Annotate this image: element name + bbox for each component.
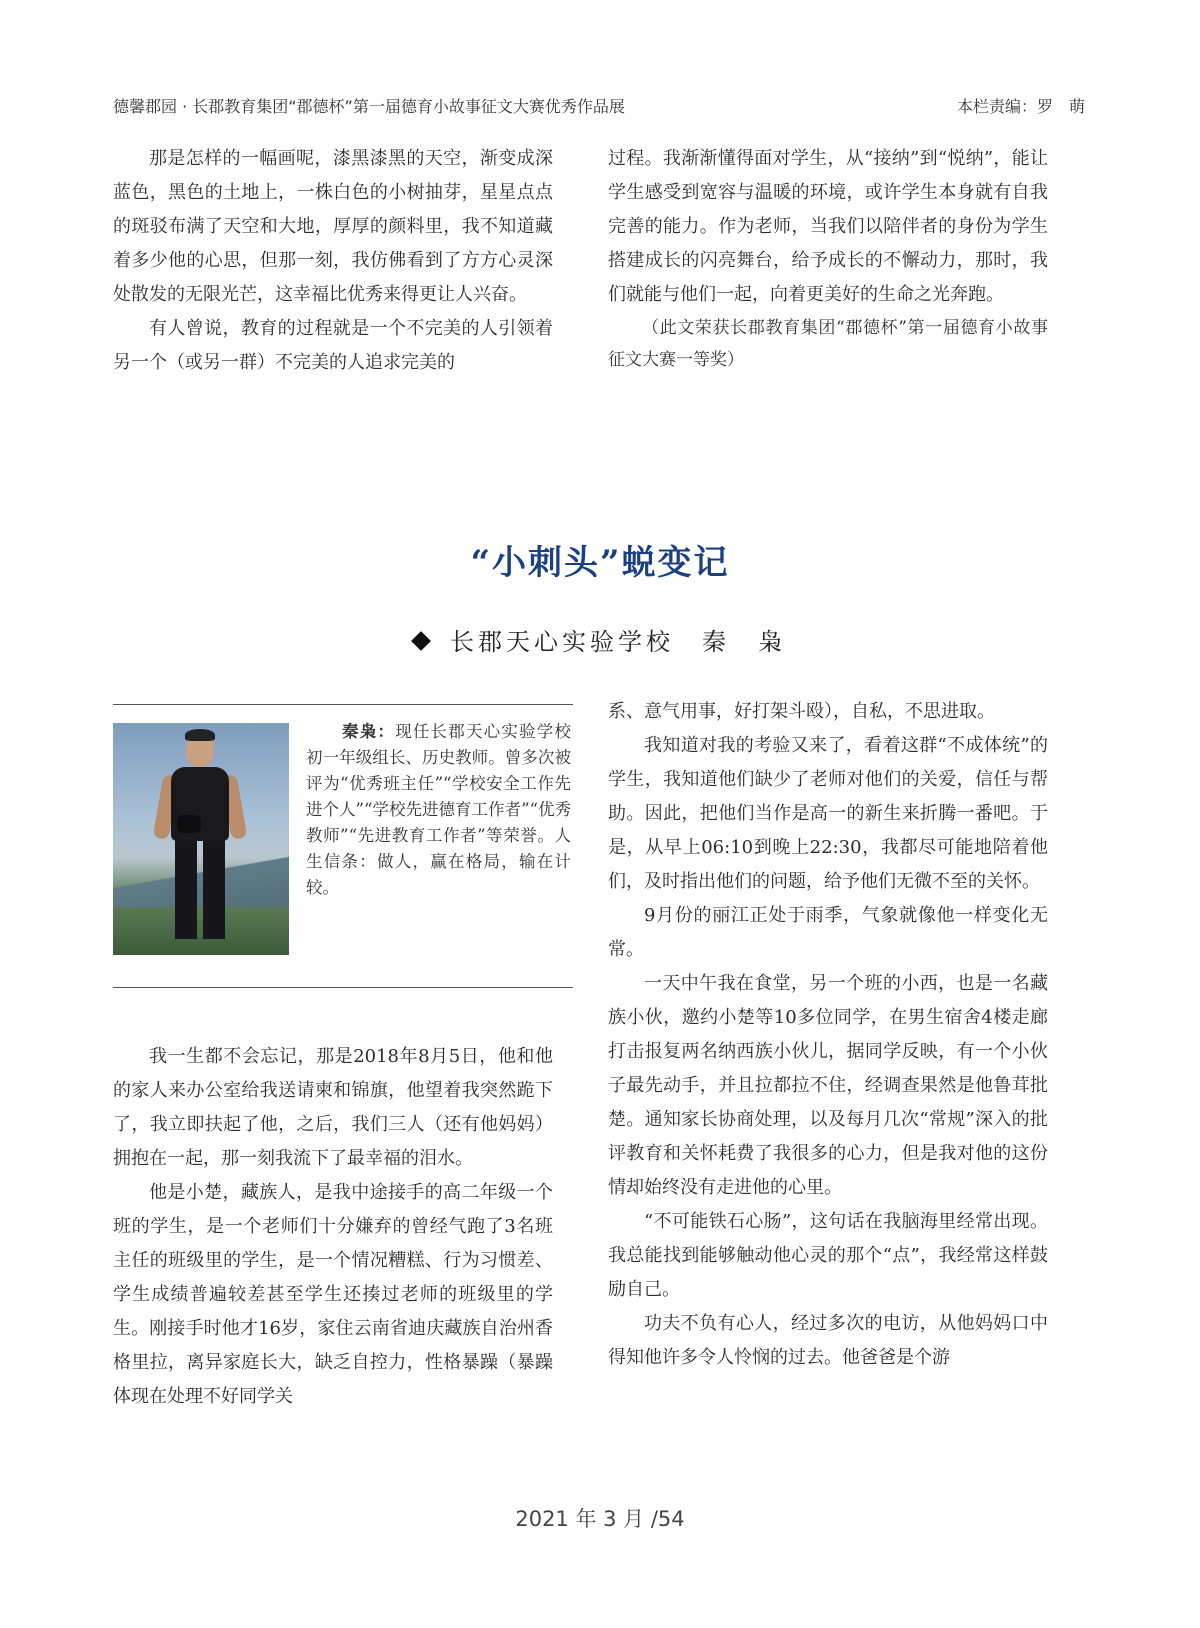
body-right-column: [608, 695, 1048, 1375]
author-photo: [113, 723, 289, 955]
paragraph: 9月份的丽江正处于雨季，气象就像他一样变化无常。: [608, 905, 1048, 960]
paragraph: 他是小楚，藏族人，是我中途接手的高二年级一个班的学生，是一个老师们十分嫌弃的曾经气跑了3名班主任的班级里的学生，是一个情况糟糕、行为习惯差、学生成绩普遍较差甚至学生还揍过老师的班级里的学生。刚接手时他才16岁，家住云南省迪庆藏族自治州香格里拉，离异家庭长大，缺乏自控力，性格暴躁（暴躁体现在处理不好同学关: [113, 1182, 553, 1407]
paragraph: “不可能铁石心肠”，这句话在我脑海里经常出现。我总能找到能够触动他心灵的那个“点”，我经常这样鼓励自己。: [608, 1211, 1048, 1300]
author-line: 长郡天心实验学校 秦 枭: [450, 628, 786, 656]
paragraph: 那是怎样的一幅画呢，漆黑漆黑的天空，渐变成深蓝色，黑色的土地上，一株白色的小树抽芽，星星点点的斑驳布满了天空和大地，厚厚的颜料里，我不知道藏着多少他的心思，但那一刻，我仿佛看到了方方心灵深处散发的无限光芒，这幸福比优秀来得更让人兴奋。: [113, 148, 553, 305]
award-note: （此文荣获长郡教育集团“郡德杯”第一届德育小故事征文大赛一等奖）: [608, 318, 1048, 370]
author-bio: [306, 719, 571, 901]
body-left-column: [113, 1040, 553, 1414]
paragraph: 功夫不负有心人，经过多次的电访，从他妈妈口中得知他许多令人怜悯的过去。他爸爸是个游: [608, 1313, 1048, 1368]
bio-text: 现任长郡天心实验学校初一年级组长、历史教师。曾多次被评为“优秀班主任”“学校安全工作先进个人”“学校先进德育工作者”“优秀教师”“先进教育工作者”等荣誉。人生信条：做人，赢在格局，输在计较。: [306, 722, 572, 897]
diamond-icon: [411, 631, 431, 651]
paragraph: 我知道对我的考验又来了，看着这群“不成体统”的学生，我知道他们缺少了老师对他们的关爱，信任与帮助。因此，把他们当作是高一的新生来折腾一番吧。于是，从早上06:10到晚上22:30，我都尽可能地陪着他们，及时指出他们的问题，给予他们无微不至的关怀。: [608, 735, 1048, 892]
paragraph: 我一生都不会忘记，那是2018年8月5日，他和他的家人来办公室给我送请柬和锦旗，他望着我突然跪下了，我立即扶起了他，之后，我们三人（还有他妈妈）拥抱在一起，那一刻我流下了最幸福的泪水。: [113, 1046, 553, 1169]
column-editor: 本栏责编：罗 萌: [956, 97, 1085, 116]
article-title: “小刺头”蜕变记: [470, 543, 730, 583]
article-byline: [0, 622, 1200, 657]
paragraph: 一天中午我在食堂，另一个班的小西，也是一名藏族小伙，邀约小楚等10多位同学，在男生宿舍4楼走廊打击报复两名纳西族小伙儿，据同学反映，有一个小伙子最先动手，并且拉都拉不住，经调查果然是他鲁茸批楚。通知家长协商处理，以及每月几次“常规”深入的批评教育和关怀耗费了我很多的心力，但是我对他的这份情却始终没有走进他的心里。: [608, 973, 1048, 1198]
top-left-column: [113, 142, 553, 380]
top-right-column: [608, 142, 1048, 376]
paragraph-continuation: 系、意气用事，好打架斗殴），自私，不思进取。: [608, 701, 995, 722]
paragraph-continuation: 过程。我渐渐懂得面对学生，从“接纳”到“悦纳”，能让学生感受到宽容与温暖的环境，或许学生本身就有自我完善的能力。作为老师，当我们以陪伴者的身份为学生搭建成长的闪亮舞台，给予成长的不懈动力，那时，我们就能与他们一起，向着更美好的生命之光奔跑。: [608, 148, 1048, 305]
author-bio-box: [113, 704, 573, 988]
column-title: 德馨郡园 · 长郡教育集团“郡德杯”第一届德育小故事征文大赛优秀作品展: [113, 97, 625, 116]
author-name: 秦枭：: [342, 722, 396, 741]
page-header: [113, 94, 1085, 118]
paragraph: 有人曾说，教育的过程就是一个不完美的人引领着另一个（或另一群）不完美的人追求完美的: [113, 318, 553, 373]
page-footer: 2021 年 3 月 /54: [515, 1507, 685, 1531]
